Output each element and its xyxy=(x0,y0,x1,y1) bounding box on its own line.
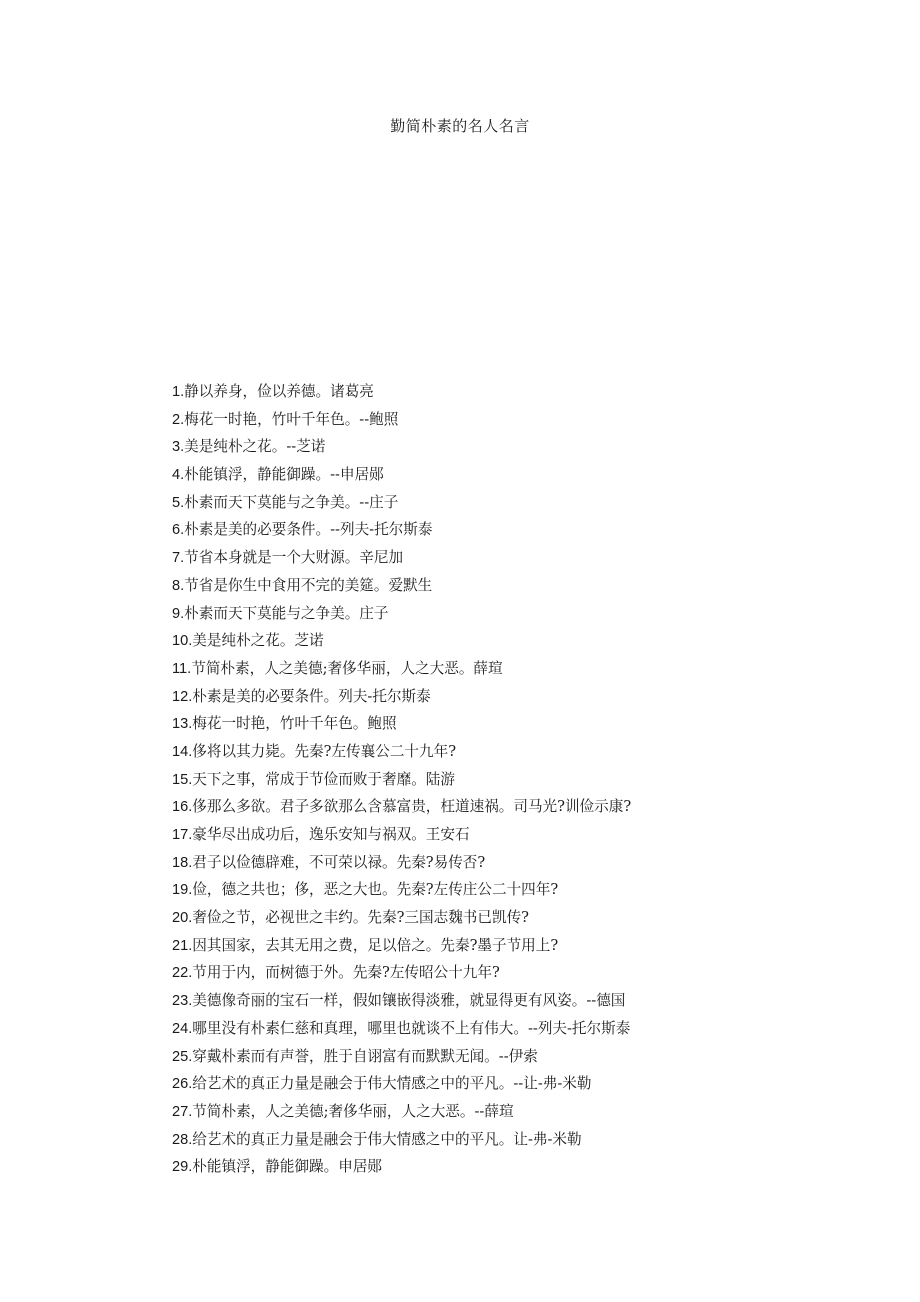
quote-number: 16. xyxy=(172,799,193,816)
quote-number: 23. xyxy=(172,993,193,1010)
quote-number: 12. xyxy=(172,688,193,705)
quote-text: 侈那么多欲。君子多欲那么含慕富贵，枉道速祸。司马光?训俭示康? xyxy=(192,798,632,816)
quote-text: 因其国家，去其无用之费，足以倍之。先秦?墨子节用上? xyxy=(192,936,559,954)
quote-text: 天下之事，常成于节俭而败于奢靡。陆游 xyxy=(192,770,455,788)
quote-item xyxy=(172,793,732,821)
quote-number: 15. xyxy=(172,771,193,788)
quote-item xyxy=(172,489,732,517)
quote-item xyxy=(172,849,732,877)
quote-number: 5. xyxy=(172,494,185,511)
quote-text: 给艺术的真正力量是融会于伟大情感之中的平凡。--让-弗-米勒 xyxy=(192,1075,592,1093)
quote-item xyxy=(172,876,732,904)
quote-number: 17. xyxy=(172,827,193,843)
quote-number: 14. xyxy=(172,743,193,760)
quote-number: 24. xyxy=(172,1020,193,1037)
quote-number: 8. xyxy=(172,577,185,594)
quote-text: 侈将以其力毙。先秦?左传襄公二十九年? xyxy=(192,742,457,760)
quote-number: 1. xyxy=(172,384,185,400)
quote-item xyxy=(172,406,732,434)
quote-text: 节简朴素，人之美德;奢侈华丽，人之大恶。--薛瑄 xyxy=(192,1102,514,1120)
quote-item xyxy=(172,572,732,600)
quote-number: 22. xyxy=(172,965,193,982)
quote-text: 朴素而天下莫能与之争美。--庄子 xyxy=(184,493,399,511)
quote-item xyxy=(172,821,732,849)
quote-text: 节用于内，而树德于外。先秦?左传昭公十九年? xyxy=(192,964,500,982)
quote-text: 节省本身就是一个大财源。辛尼加 xyxy=(184,549,404,567)
quote-text: 朴能镇浮，静能御躁。--申居郧 xyxy=(184,466,384,484)
quote-text: 给艺术的真正力量是融会于伟大情感之中的平凡。让-弗-米勒 xyxy=(192,1130,582,1148)
quote-item xyxy=(172,1153,732,1181)
quote-number: 13. xyxy=(172,716,193,733)
quote-text: 梅花一时艳，竹叶千年色。鲍照 xyxy=(192,715,397,733)
quote-item xyxy=(172,516,732,544)
quote-text: 梅花一时艳，竹叶千年色。--鲍照 xyxy=(184,410,399,428)
quote-item xyxy=(172,1070,732,1098)
quote-item xyxy=(172,904,732,932)
quote-text: 朴能镇浮，静能御躁。申居郧 xyxy=(192,1158,383,1176)
document-title: 勤简朴素的名人名言 xyxy=(390,117,530,135)
quote-item xyxy=(172,544,732,572)
quote-text: 静以养身，俭以养德。诸葛亮 xyxy=(184,383,374,400)
quote-item xyxy=(172,932,732,960)
quote-text: 哪里没有朴素仁慈和真理，哪里也就谈不上有伟大。--列夫-托尔斯泰 xyxy=(192,1019,631,1037)
quote-number: 18. xyxy=(172,854,193,871)
quote-number: 25. xyxy=(172,1048,193,1065)
quote-item xyxy=(172,1015,732,1043)
quote-number: 9. xyxy=(172,605,185,622)
quote-number: 3. xyxy=(172,439,185,456)
quote-item xyxy=(172,1126,732,1154)
quote-item xyxy=(172,1043,732,1071)
quote-number: 26. xyxy=(172,1076,193,1093)
quote-number: 7. xyxy=(172,550,185,567)
quote-item xyxy=(172,987,732,1015)
quote-number: 27. xyxy=(172,1103,193,1120)
quote-number: 10. xyxy=(172,633,193,650)
quote-item xyxy=(172,627,732,655)
quote-text: 节省是你生中食用不完的美筵。爱默生 xyxy=(184,576,433,594)
quote-item xyxy=(172,766,732,794)
quote-number: 29. xyxy=(172,1159,193,1176)
quote-item xyxy=(172,655,732,683)
quote-text: 豪华尽出成功后，逸乐安知与祸双。王安石 xyxy=(192,826,470,843)
quote-item xyxy=(172,959,732,987)
quote-text: 美是纯朴之花。芝诺 xyxy=(192,632,324,650)
quote-text: 节简朴素，人之美德;奢侈华丽，人之大恶。薛瑄 xyxy=(191,659,503,677)
quote-number: 20. xyxy=(172,910,193,927)
quote-number: 21. xyxy=(172,937,193,954)
quote-text: 美是纯朴之花。--芝诺 xyxy=(184,438,326,456)
quote-number: 11. xyxy=(172,660,192,677)
quote-item xyxy=(172,710,732,738)
quote-number: 6. xyxy=(172,522,185,539)
quote-number: 2. xyxy=(172,411,185,428)
quote-item xyxy=(172,600,732,628)
quote-text: 君子以俭德辟难，不可荣以禄。先秦?易传否? xyxy=(192,853,486,871)
quote-text: 穿戴朴素而有声誉，胜于自诩富有而默默无闻。--伊索 xyxy=(192,1047,538,1065)
quote-item xyxy=(172,1098,732,1126)
quote-item xyxy=(172,738,732,766)
quote-number: 28. xyxy=(172,1131,193,1148)
quote-text: 朴素是美的必要条件。--列夫-托尔斯泰 xyxy=(184,521,433,539)
quote-number: 19. xyxy=(172,882,193,899)
quote-item xyxy=(172,461,732,489)
quote-text: 朴素而天下莫能与之争美。庄子 xyxy=(184,604,389,622)
quote-text: 奢俭之节，必视世之丰约。先秦?三国志魏书已凯传? xyxy=(192,909,530,927)
quote-text: 朴素是美的必要条件。列夫-托尔斯泰 xyxy=(192,687,431,705)
quote-item xyxy=(172,433,732,461)
quote-number: 4. xyxy=(172,467,185,484)
quote-item xyxy=(172,378,732,406)
quote-text: 美德像奇丽的宝石一样，假如镶嵌得淡雅，就显得更有风姿。--德国 xyxy=(192,992,626,1010)
quote-text: 俭，德之共也；侈，恶之大也。先秦?左传庄公二十四年? xyxy=(192,881,559,899)
quote-list xyxy=(172,378,732,1181)
quote-item xyxy=(172,683,732,711)
